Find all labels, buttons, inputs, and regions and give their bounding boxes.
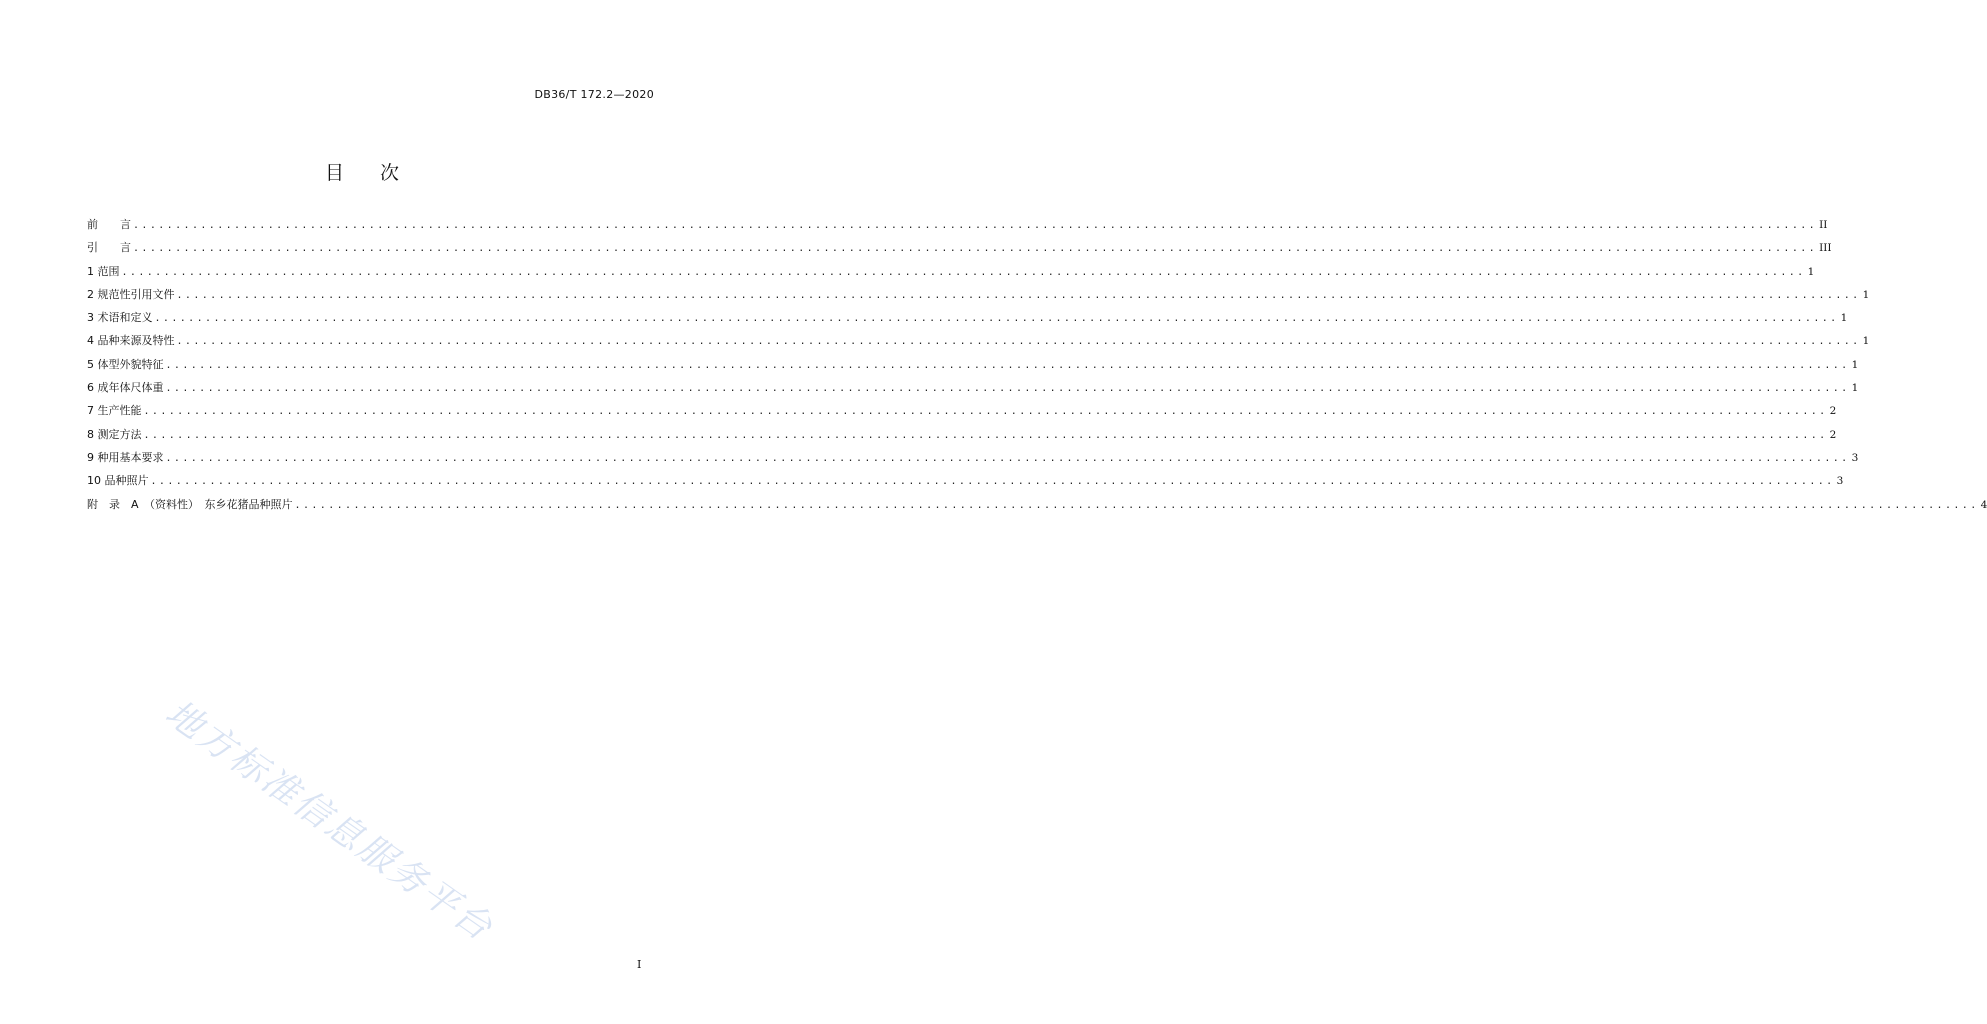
toc-entry-page: 4 <box>1980 498 1987 511</box>
toc-leader: ........................................................................................................................................................................................................ <box>133 220 1818 231</box>
toc-entry-label: 2 规范性引用文件 <box>87 287 175 301</box>
toc-entry-label: 附 录 A （资料性） 东乡花猪品种照片 <box>87 497 293 511</box>
toc-entry-label: 7 生产性能 <box>87 404 142 418</box>
toc-leader: ........................................................................................................................................................................................................ <box>176 289 1861 301</box>
toc-entry-label: 4 品种来源及特性 <box>87 334 175 348</box>
toc-entry-appearance[interactable] <box>87 357 1859 381</box>
title-part-2: 次 <box>380 162 400 184</box>
toc-entry-terms[interactable] <box>87 311 1848 334</box>
toc-leader: ........................................................................................................................................................................................................ <box>165 359 1850 371</box>
toc-entry-page: 2 <box>1829 405 1837 418</box>
page-title <box>0 158 724 185</box>
toc-entry-label: 8 测定方法 <box>87 427 142 441</box>
toc-entry-scope[interactable] <box>87 264 1815 288</box>
toc-entry-appendix-a[interactable] <box>87 497 1987 521</box>
toc-leader: ........................................................................................................................................................................................................ <box>165 383 1850 395</box>
toc-entry-label: 9 种用基本要求 <box>87 450 164 464</box>
toc-leader: ........................................................................................................................................................................................................ <box>294 499 1979 511</box>
toc-entry-page: 1 <box>1851 382 1859 395</box>
toc-entry-label: 6 成年体尺体重 <box>87 381 164 395</box>
toc-entry-page: 2 <box>1829 428 1837 441</box>
table-of-contents <box>87 218 1987 521</box>
toc-leader: ........................................................................................................................................................................................................ <box>121 266 1806 278</box>
toc-entry-production[interactable] <box>87 404 1837 427</box>
toc-entry-breeding-requirements[interactable] <box>87 450 1859 474</box>
watermark: 地方标准信息服务平台 <box>157 692 501 950</box>
toc-entry-introduction[interactable] <box>87 241 1832 264</box>
toc-entry-methods[interactable] <box>87 427 1837 451</box>
toc-leader: ........................................................................................................................................................................................................ <box>165 452 1850 464</box>
toc-entry-page: II <box>1819 219 1828 231</box>
toc-entry-label: 前 言 <box>87 218 131 231</box>
toc-leader: ........................................................................................................................................................................................................ <box>143 406 1828 418</box>
toc-entry-page: 3 <box>1851 451 1859 464</box>
title-part-1: 目 <box>324 162 344 184</box>
toc-entry-label: 5 体型外貌特征 <box>87 357 164 371</box>
page-number: I <box>637 958 642 971</box>
toc-entry-page: 1 <box>1851 358 1859 371</box>
toc-entry-page: 1 <box>1862 288 1870 301</box>
toc-entry-label: 引 言 <box>87 241 131 255</box>
toc-entry-breed-origin[interactable] <box>87 334 1870 357</box>
toc-leader: ........................................................................................................................................................................................................ <box>176 336 1861 348</box>
toc-leader: ........................................................................................................................................................................................................ <box>150 476 1835 488</box>
toc-entry-page: 1 <box>1807 265 1815 278</box>
standard-code: DB36/T 172.2—2020 <box>534 88 654 101</box>
toc-entry-page: 1 <box>1840 312 1848 325</box>
toc-entry-page: 1 <box>1862 335 1870 348</box>
toc-entry-page: III <box>1819 242 1832 255</box>
toc-entry-page: 3 <box>1836 475 1844 488</box>
toc-leader: ........................................................................................................................................................................................................ <box>133 243 1818 255</box>
toc-entry-label: 3 术语和定义 <box>87 311 153 325</box>
toc-entry-normative-references[interactable] <box>87 287 1870 311</box>
toc-entry-foreword[interactable] <box>87 218 1828 241</box>
toc-leader: ........................................................................................................................................................................................................ <box>154 313 1839 325</box>
toc-entry-body-size[interactable] <box>87 381 1859 404</box>
toc-entry-label: 1 范围 <box>87 264 120 278</box>
toc-leader: ........................................................................................................................................................................................................ <box>143 429 1828 441</box>
toc-entry-label: 10 品种照片 <box>87 474 149 488</box>
toc-entry-breed-photos[interactable] <box>87 474 1844 497</box>
